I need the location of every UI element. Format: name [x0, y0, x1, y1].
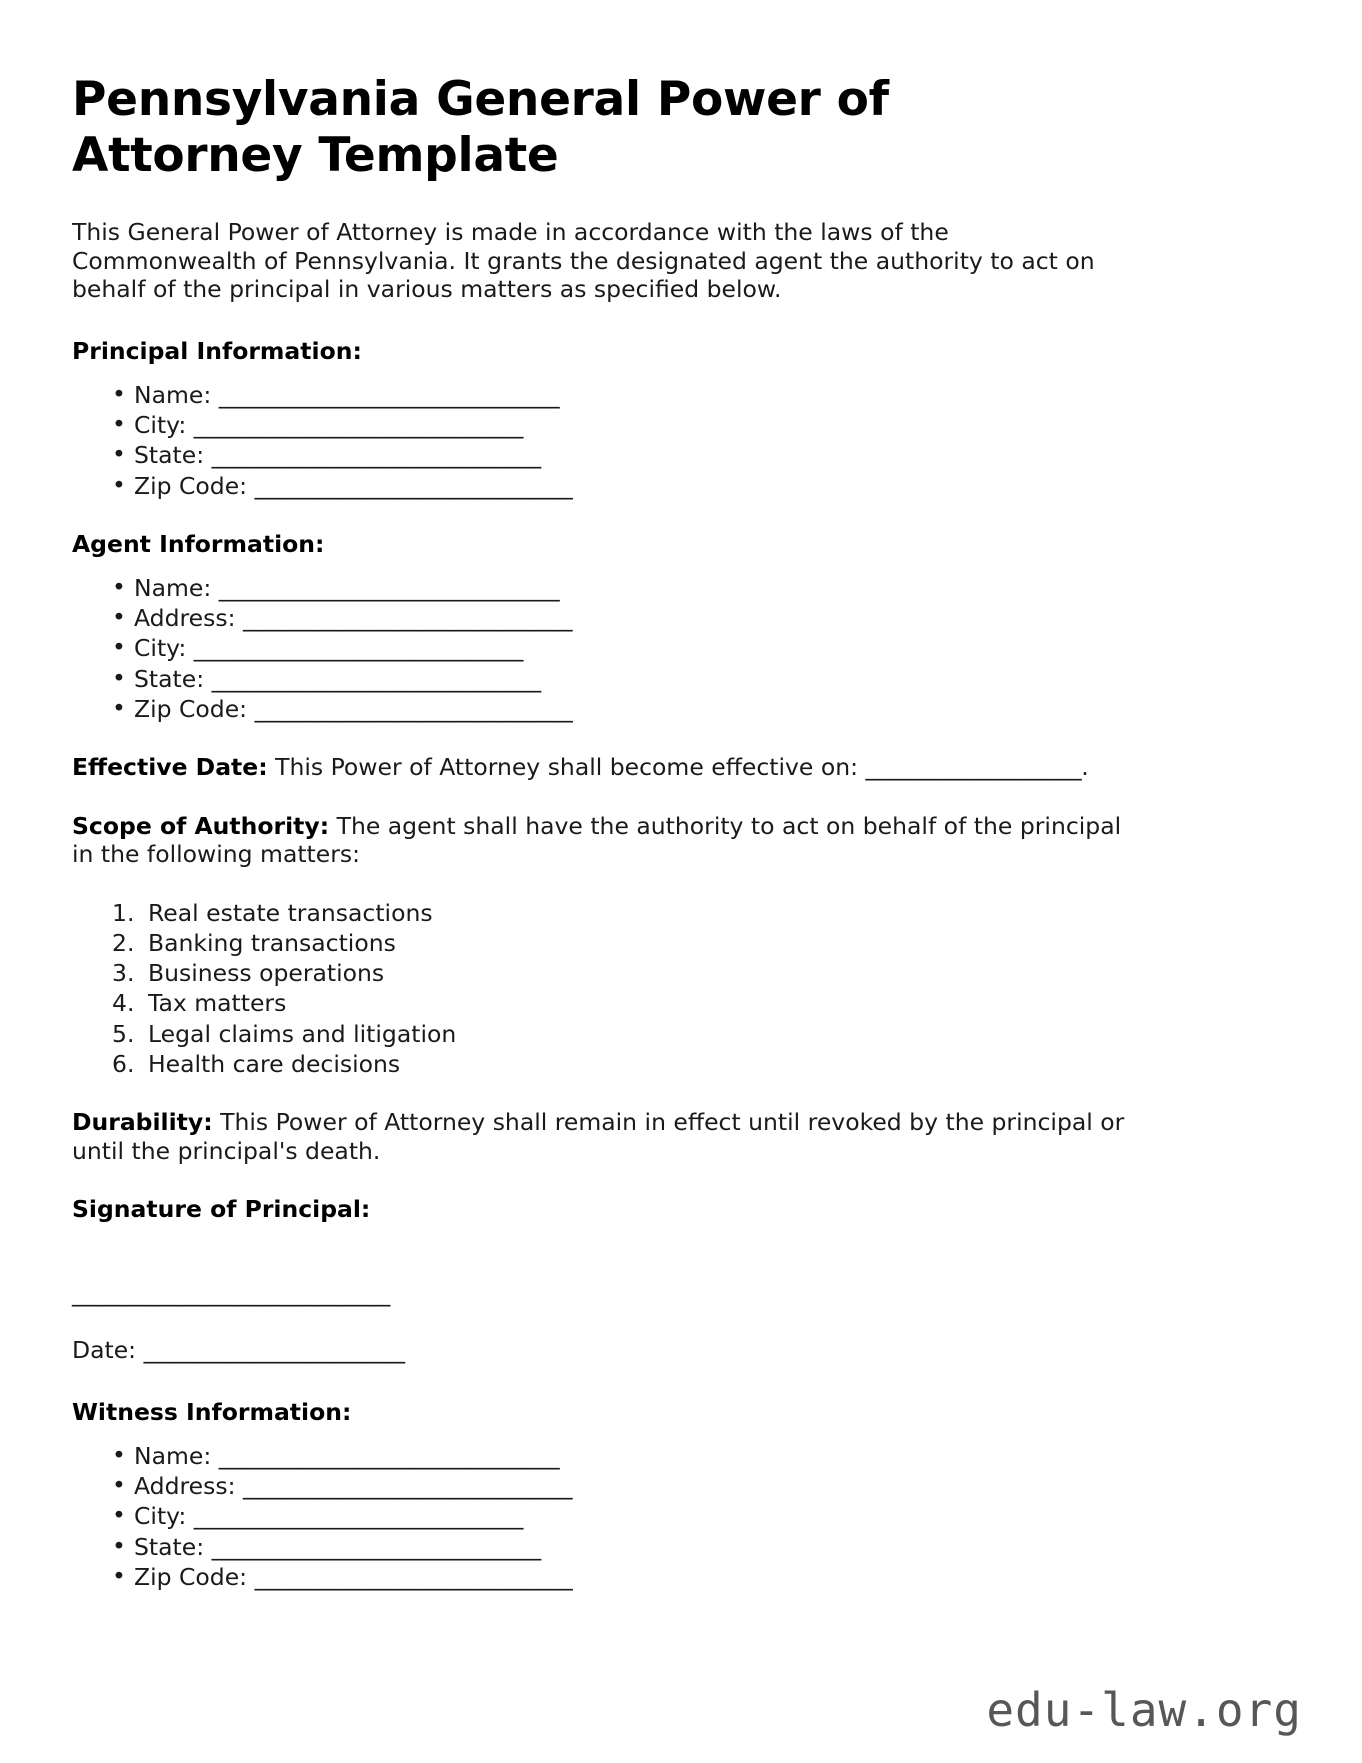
effective-date-paragraph: [72, 753, 1142, 782]
durability-lead: Durability:: [72, 1107, 213, 1136]
signature-gap: [72, 1239, 1244, 1279]
principal-information-list: [72, 381, 1244, 500]
list-item: [112, 574, 1244, 602]
field-blank[interactable]: ____________________________: [254, 694, 573, 723]
list-item: [112, 1533, 1244, 1561]
field-blank[interactable]: _____________________________: [211, 1532, 541, 1561]
scope-of-authority-paragraph: [72, 812, 1142, 869]
agent-information-list: [72, 574, 1244, 723]
list-item: Real estate transactions: [148, 898, 433, 927]
date-label: Date:: [72, 1335, 137, 1364]
field-blank[interactable]: _____________________________: [211, 664, 541, 693]
witness-information-heading: Witness Information:: [72, 1397, 352, 1426]
scope-of-authority-list: [72, 899, 1244, 1078]
field-blank[interactable]: ____________________________: [254, 471, 573, 500]
field-blank[interactable]: _____________________________: [211, 441, 541, 470]
list-item: Tax matters: [148, 989, 287, 1018]
scope-of-authority-lead: Scope of Authority:: [72, 811, 330, 840]
principal-signature-blank[interactable]: ____________________________: [72, 1279, 390, 1308]
field-label: Address:: [134, 604, 236, 633]
field-blank[interactable]: ____________________________: [254, 1562, 573, 1591]
field-blank[interactable]: ______________________________: [218, 573, 560, 602]
durability-text: This Power of Attorney shall remain in effect until revoked by the principal or until the principal's death.: [72, 1107, 1125, 1165]
field-label: Zip Code:: [134, 471, 248, 500]
list-item: Banking transactions: [148, 929, 396, 958]
field-label: State:: [134, 1532, 205, 1561]
field-label: Zip Code:: [134, 694, 248, 723]
list-item: [112, 665, 1244, 693]
field-label: Address:: [134, 1472, 236, 1501]
list-item: [112, 381, 1244, 409]
list-item: [112, 604, 1244, 632]
field-blank[interactable]: ______________________________: [218, 1442, 560, 1471]
list-item: Business operations: [148, 959, 385, 988]
field-label: City:: [134, 411, 187, 440]
page-title: Pennsylvania General Power of Attorney Template: [72, 72, 889, 183]
effective-date-text: This Power of Attorney shall become effective on:: [275, 752, 859, 781]
list-item: [112, 1442, 1244, 1470]
field-label: State:: [134, 441, 205, 470]
effective-date-blank[interactable]: ___________________: [865, 752, 1082, 781]
field-blank[interactable]: _____________________________: [193, 411, 523, 440]
list-item: [112, 634, 1244, 662]
date-blank[interactable]: _______________________: [143, 1335, 405, 1364]
effective-date-period: .: [1081, 752, 1089, 781]
intro-paragraph: This General Power of Attorney is made in accordance with the laws of the Commonwealth of Pennsylvania. It grants the designated agent the authority to act on behalf of the principal in various matters as specified below.: [72, 217, 1095, 304]
field-label: City:: [134, 634, 187, 663]
list-item: [112, 472, 1244, 500]
list-item: [112, 695, 1244, 723]
principal-date-line: [72, 1336, 1244, 1364]
signature-of-principal-heading: Signature of Principal:: [72, 1195, 371, 1224]
field-label: State:: [134, 664, 205, 693]
field-blank[interactable]: _____________________________: [193, 1502, 523, 1531]
field-blank[interactable]: _____________________________: [243, 604, 573, 633]
witness-information-list: [72, 1442, 1244, 1591]
effective-date-lead: Effective Date:: [72, 752, 268, 781]
list-item: [112, 411, 1244, 439]
list-item: [112, 1563, 1244, 1591]
site-watermark: edu-law.org: [986, 1683, 1302, 1737]
field-label: Name:: [134, 381, 212, 409]
field-blank[interactable]: ______________________________: [218, 381, 560, 409]
field-label: City:: [134, 1502, 187, 1531]
field-blank[interactable]: _____________________________: [193, 634, 523, 663]
list-item: [112, 1472, 1244, 1500]
agent-information-heading: Agent Information:: [72, 529, 325, 558]
durability-paragraph: [72, 1108, 1142, 1165]
field-blank[interactable]: _____________________________: [243, 1472, 573, 1501]
field-label: Zip Code:: [134, 1562, 248, 1591]
field-label: Name:: [134, 1442, 212, 1471]
list-item: [112, 441, 1244, 469]
list-item: Health care decisions: [148, 1049, 401, 1078]
list-item: Legal claims and litigation: [148, 1019, 457, 1048]
principal-information-heading: Principal Information:: [72, 336, 362, 365]
list-item: [112, 1502, 1244, 1530]
field-label: Name:: [134, 573, 212, 602]
scope-of-authority-text: The agent shall have the authority to act on behalf of the principal in the following matters:: [72, 811, 1122, 869]
